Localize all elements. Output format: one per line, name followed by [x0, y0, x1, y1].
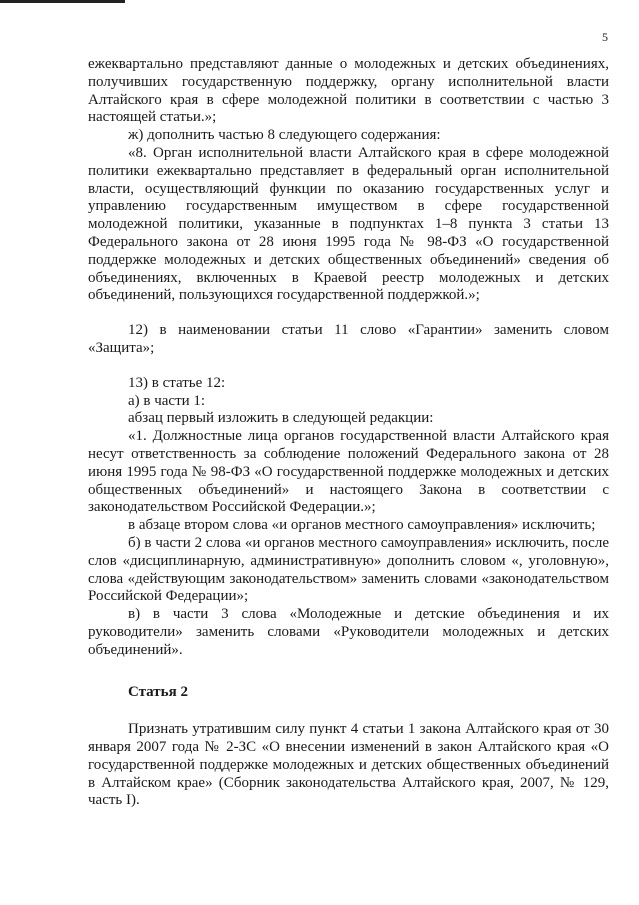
paragraph-item-zh: ж) дополнить частью 8 следующего содержания: — [128, 127, 441, 144]
paragraph-item-a: а) в части 1: — [128, 392, 206, 409]
page-number: 5 — [602, 30, 608, 44]
paragraph-item-v: в) в части 3 слова «Молодежные и детские объединения и их руководители» заменить словами «Руководители молодежных и детских объединений». — [88, 606, 609, 658]
paragraph-item-12: 12) в наименовании статьи 11 слово «Гарантии» заменить словом «Защита»; — [88, 322, 609, 356]
paragraph-article-2-text: Признать утратившим силу пункт 4 статьи 1 закона Алтайского края от 30 января 2007 года № 2-ЗС «О внесении изменений в закон Алтайского края «О государственной поддержке молодежных и детских общественных объединений в Алтайском крае» (Сборник законодательства Алтайского края, 2007, № 129, часть I). — [88, 721, 609, 809]
paragraph-second-abzac: в абзаце втором слова «и органов местного самоуправления» исключить; — [128, 517, 596, 534]
paragraph-continuation: ежеквартально представляют данные о молодежных и детских объединениях, получивших государственную поддержку, органу исполнительной власти Алтайского края в сфере молодежной политики в соответствии с частью 3 настоящей статьи.»; — [88, 56, 609, 126]
paragraph-item-b: б) в части 2 слова «и органов местного самоуправления» исключить, после слов «дисциплинарную, административную» дополнить словом «, уголовную», слова «действующим законодательством» заменить словами «законодательством Российской Федерации»; — [88, 534, 609, 605]
paragraph-first-abzac: абзац первый изложить в следующей редакции: — [128, 410, 434, 427]
scan-edge-mark — [0, 0, 125, 3]
document-body — [88, 56, 609, 810]
article-2-heading: Статья 2 — [128, 683, 188, 700]
paragraph-part-8-text: «8. Орган исполнительной власти Алтайского края в сфере молодежной политики ежеквартально представляет в федеральный орган исполнительной власти, осуществляющий функции по оказанию государственных услуг и управлению государственным имуществом в сфере государственной молодежной политики, указанные в подпунктах 1–8 пункта 3 статьи 13 Федерального закона от 28 июня 1995 года № 98-ФЗ «О государственной поддержке молодежных и детских общественных объединений» сведения об объединениях, включенных в Краевой реестр молодежных и детских объединений, пользующихся государственной поддержкой.»; — [88, 144, 609, 304]
paragraph-part-1-text: «1. Должностные лица органов государственной власти Алтайского края несут ответственность за соблюдение положений Федерального закона от 28 июня 1995 года № 98-ФЗ «О государственной поддержке молодежных и детских общественных объединений» и настоящего Закона в соответствии с законодательством Российской Федерации.»; — [88, 428, 609, 516]
paragraph-item-13: 13) в статье 12: — [128, 374, 226, 391]
